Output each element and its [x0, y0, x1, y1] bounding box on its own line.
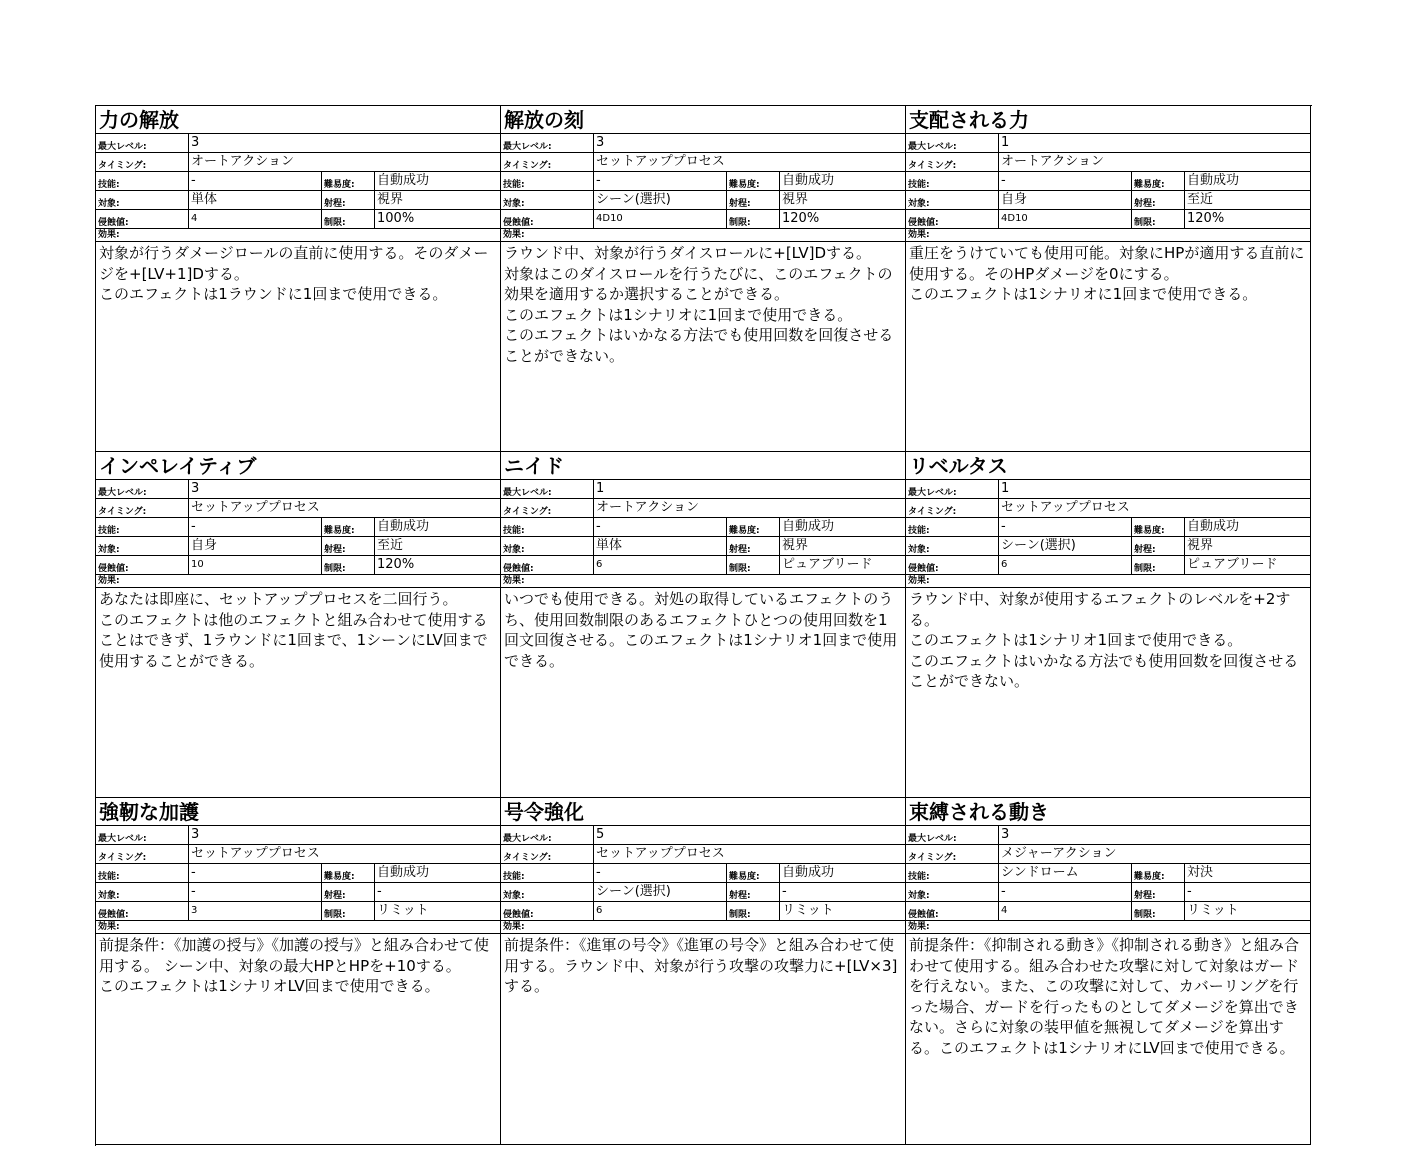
effect-card — [906, 452, 1311, 798]
limit-label: 制限: — [1132, 210, 1185, 228]
erosion-value: 4D10 — [594, 210, 727, 228]
timing-value: メジャーアクション — [1001, 846, 1117, 861]
erosion-row — [96, 556, 500, 575]
effect-title: ニイド — [501, 452, 905, 480]
skill-value: - — [594, 518, 727, 536]
skill-label: 技能: — [501, 172, 594, 190]
skill-value: - — [999, 518, 1132, 536]
target-row — [906, 537, 1310, 556]
erosion-value: 10 — [189, 556, 322, 574]
effect-card — [501, 798, 906, 1145]
difficulty-label: 難易度: — [322, 518, 375, 536]
erosion-value: 4D10 — [999, 210, 1132, 228]
max-level-value: 5 — [596, 827, 605, 842]
timing-row — [501, 499, 905, 518]
erosion-value: 6 — [999, 556, 1132, 574]
erosion-value: 4 — [189, 210, 322, 228]
limit-value: リミット — [377, 903, 429, 918]
timing-row — [906, 153, 1310, 172]
skill-row — [906, 518, 1310, 537]
range-label: 射程: — [727, 191, 780, 209]
effect-title: 力の解放 — [96, 106, 500, 134]
erosion-row — [501, 210, 905, 229]
timing-label: タイミング: — [96, 845, 189, 863]
difficulty-value: 対決 — [1187, 865, 1214, 880]
limit-label: 制限: — [727, 556, 780, 574]
timing-label: タイミング: — [501, 845, 594, 863]
range-label: 射程: — [1132, 191, 1185, 209]
difficulty-label: 難易度: — [727, 172, 780, 190]
max-level-row — [501, 826, 905, 845]
skill-row — [906, 864, 1310, 883]
max-level-label: 最大レベル: — [96, 134, 189, 152]
erosion-label: 侵蝕値: — [906, 556, 999, 574]
timing-label: タイミング: — [906, 845, 999, 863]
erosion-row — [96, 902, 500, 921]
target-label: 対象: — [501, 191, 594, 209]
max-level-label: 最大レベル: — [906, 134, 999, 152]
effect-card — [96, 452, 501, 798]
effect-description: 前提条件：《加護の授与》《加護の授与》と組み合わせて使用する。 シーン中、対象の最大HPとHPを+10する。 このエフェクトは1シナリオLV回まで使用できる。 — [99, 936, 490, 995]
effect-description: 対象が行うダメージロールの直前に使用する。そのダメージを+[LV+1]Dする。 このエフェクトは1ラウンドに1回まで使用できる。 — [99, 244, 489, 303]
target-row — [906, 883, 1310, 902]
range-value: 視界 — [377, 192, 404, 207]
max-level-label: 最大レベル: — [96, 480, 189, 498]
erosion-label: 侵蝕値: — [906, 210, 999, 228]
skill-row — [501, 518, 905, 537]
effect-title: 支配される力 — [906, 106, 1310, 134]
erosion-value: 3 — [189, 902, 322, 920]
difficulty-value: 自動成功 — [1187, 173, 1240, 188]
range-label: 射程: — [322, 191, 375, 209]
erosion-row — [906, 556, 1310, 575]
target-row — [501, 191, 905, 210]
timing-value: セットアッププロセス — [191, 500, 320, 515]
effect-sheet — [95, 105, 1312, 1146]
range-label: 射程: — [322, 537, 375, 555]
max-level-value: 1 — [1001, 481, 1010, 496]
limit-value: リミット — [1187, 903, 1239, 918]
limit-value: 100% — [377, 211, 415, 226]
range-value: 視界 — [782, 192, 809, 207]
limit-label: 制限: — [727, 902, 780, 920]
max-level-label: 最大レベル: — [906, 826, 999, 844]
timing-label: タイミング: — [501, 153, 594, 171]
timing-row — [501, 153, 905, 172]
erosion-row — [501, 902, 905, 921]
limit-value: ピュアブリード — [782, 557, 873, 572]
effect-label: 効果: — [906, 921, 1310, 934]
effect-card — [96, 798, 501, 1145]
limit-label: 制限: — [1132, 902, 1185, 920]
erosion-value: 4 — [999, 902, 1132, 920]
limit-value: 120% — [782, 211, 820, 226]
timing-row — [906, 845, 1310, 864]
skill-value: - — [189, 172, 322, 190]
effect-card — [501, 452, 906, 798]
target-label: 対象: — [906, 537, 999, 555]
max-level-value: 3 — [1001, 827, 1010, 842]
difficulty-label: 難易度: — [1132, 518, 1185, 536]
limit-value: 120% — [1187, 211, 1225, 226]
skill-row — [906, 172, 1310, 191]
skill-row — [96, 172, 500, 191]
erosion-label: 侵蝕値: — [501, 902, 594, 920]
timing-label: タイミング: — [96, 153, 189, 171]
timing-row — [96, 153, 500, 172]
max-level-value: 3 — [191, 481, 200, 496]
difficulty-value: 自動成功 — [782, 173, 835, 188]
max-level-row — [906, 826, 1310, 845]
target-label: 対象: — [96, 191, 189, 209]
difficulty-label: 難易度: — [322, 864, 375, 882]
range-value: - — [782, 884, 787, 899]
effect-label: 効果: — [96, 229, 500, 242]
skill-row — [501, 864, 905, 883]
effect-label: 効果: — [906, 229, 1310, 242]
effect-description: ラウンド中、対象が使用するエフェクトのレベルを+2する。 このエフェクトは1シナリオ1回まで使用できる。 このエフェクトはいかなる方法でも使用回数を回復させることができない。 — [909, 590, 1299, 690]
skill-label: 技能: — [96, 864, 189, 882]
skill-label: 技能: — [96, 518, 189, 536]
timing-value: セットアッププロセス — [191, 846, 320, 861]
max-level-row — [96, 480, 500, 499]
timing-value: オートアクション — [596, 500, 699, 515]
range-label: 射程: — [322, 883, 375, 901]
difficulty-value: 自動成功 — [377, 865, 430, 880]
erosion-label: 侵蝕値: — [96, 210, 189, 228]
difficulty-label: 難易度: — [322, 172, 375, 190]
skill-row — [501, 172, 905, 191]
max-level-label: 最大レベル: — [501, 480, 594, 498]
effect-card — [96, 106, 501, 452]
erosion-label: 侵蝕値: — [906, 902, 999, 920]
target-row — [906, 191, 1310, 210]
timing-value: セットアッププロセス — [596, 846, 725, 861]
effect-description: あなたは即座に、セットアッププロセスを二回行う。 このエフェクトは他のエフェクトと組み合わせて使用することはできず、1ラウンドに1回まで、1シーンにLV回まで使用することができる。 — [99, 590, 488, 670]
effect-title: 束縛される動き — [906, 798, 1310, 826]
effect-label: 効果: — [96, 921, 500, 934]
skill-row — [96, 864, 500, 883]
range-value: - — [377, 884, 382, 899]
target-row — [96, 537, 500, 556]
erosion-row — [906, 902, 1310, 921]
skill-label: 技能: — [501, 518, 594, 536]
target-label: 対象: — [96, 537, 189, 555]
target-value: シーン(選択) — [594, 191, 727, 209]
difficulty-value: 自動成功 — [782, 865, 835, 880]
effect-title: インペレイティブ — [96, 452, 500, 480]
timing-row — [501, 845, 905, 864]
timing-value: オートアクション — [1001, 154, 1104, 169]
effect-label: 効果: — [96, 575, 500, 588]
range-label: 射程: — [727, 537, 780, 555]
timing-row — [906, 499, 1310, 518]
range-value: - — [1187, 884, 1192, 899]
range-value: 視界 — [782, 538, 809, 553]
limit-label: 制限: — [322, 902, 375, 920]
skill-label: 技能: — [906, 864, 999, 882]
erosion-row — [906, 210, 1310, 229]
skill-value: - — [999, 172, 1132, 190]
max-level-row — [96, 826, 500, 845]
difficulty-value: 自動成功 — [377, 173, 430, 188]
effect-description: 前提条件：《進軍の号令》《進軍の号令》と組み合わせて使用する。ラウンド中、対象が行う攻撃の攻撃力に+[LV×3]する。 — [504, 936, 898, 995]
limit-value: 120% — [377, 557, 415, 572]
max-level-value: 3 — [596, 135, 605, 150]
skill-row — [96, 518, 500, 537]
target-value: 単体 — [594, 537, 727, 555]
difficulty-label: 難易度: — [727, 518, 780, 536]
target-row — [501, 883, 905, 902]
target-value: シーン(選択) — [999, 537, 1132, 555]
target-value: 自身 — [999, 191, 1132, 209]
max-level-row — [906, 480, 1310, 499]
effect-label: 効果: — [501, 575, 905, 588]
range-value: 視界 — [1187, 538, 1214, 553]
effect-label: 効果: — [501, 921, 905, 934]
limit-value: ピュアブリード — [1187, 557, 1278, 572]
target-value: - — [999, 883, 1132, 901]
erosion-row — [96, 210, 500, 229]
limit-label: 制限: — [322, 556, 375, 574]
range-label: 射程: — [1132, 537, 1185, 555]
limit-value: リミット — [782, 903, 834, 918]
skill-value: - — [594, 864, 727, 882]
erosion-label: 侵蝕値: — [501, 210, 594, 228]
target-value: シーン(選択) — [594, 883, 727, 901]
target-row — [96, 883, 500, 902]
target-value: 単体 — [189, 191, 322, 209]
max-level-value: 1 — [1001, 135, 1010, 150]
difficulty-label: 難易度: — [1132, 172, 1185, 190]
target-row — [96, 191, 500, 210]
effect-title: リベルタス — [906, 452, 1310, 480]
target-label: 対象: — [906, 883, 999, 901]
effect-title: 強靭な加護 — [96, 798, 500, 826]
max-level-label: 最大レベル: — [96, 826, 189, 844]
target-label: 対象: — [501, 537, 594, 555]
target-label: 対象: — [906, 191, 999, 209]
effect-title: 解放の刻 — [501, 106, 905, 134]
difficulty-value: 自動成功 — [1187, 519, 1240, 534]
difficulty-label: 難易度: — [727, 864, 780, 882]
skill-value: - — [594, 172, 727, 190]
difficulty-value: 自動成功 — [782, 519, 835, 534]
effect-description: 重圧をうけていても使用可能。対象にHPが適用する直前に使用する。そのHPダメージを0にする。 このエフェクトは1シナリオに1回まで使用できる。 — [909, 244, 1305, 303]
skill-value: シンドローム — [999, 864, 1132, 882]
range-value: 至近 — [1187, 192, 1214, 207]
target-value: 自身 — [189, 537, 322, 555]
max-level-value: 3 — [191, 135, 200, 150]
range-value: 至近 — [377, 538, 404, 553]
max-level-row — [96, 134, 500, 153]
limit-label: 制限: — [727, 210, 780, 228]
skill-value: - — [189, 864, 322, 882]
erosion-value: 6 — [594, 556, 727, 574]
skill-label: 技能: — [501, 864, 594, 882]
range-label: 射程: — [727, 883, 780, 901]
target-value: - — [189, 883, 322, 901]
effect-card — [501, 106, 906, 452]
erosion-label: 侵蝕値: — [96, 902, 189, 920]
timing-value: セットアッププロセス — [1001, 500, 1130, 515]
timing-label: タイミング: — [906, 499, 999, 517]
timing-label: タイミング: — [906, 153, 999, 171]
effect-label: 効果: — [906, 575, 1310, 588]
difficulty-value: 自動成功 — [377, 519, 430, 534]
range-label: 射程: — [1132, 883, 1185, 901]
timing-row — [96, 499, 500, 518]
skill-label: 技能: — [906, 172, 999, 190]
timing-value: セットアッププロセス — [596, 154, 725, 169]
max-level-row — [906, 134, 1310, 153]
difficulty-label: 難易度: — [1132, 864, 1185, 882]
effect-description: ラウンド中、対象が行うダイスロールに+[LV]Dする。 対象はこのダイスロールを行うたびに、このエフェクトの効果を適用するか選択することができる。 このエフェクトは1シナリオに1回まで使用できる。 このエフェクトはいかなる方法でも使用回数を回復させることができない。 — [504, 244, 894, 365]
max-level-value: 1 — [596, 481, 605, 496]
erosion-label: 侵蝕値: — [501, 556, 594, 574]
max-level-label: 最大レベル: — [501, 826, 594, 844]
erosion-row — [501, 556, 905, 575]
effect-card — [906, 106, 1311, 452]
effect-label: 効果: — [501, 229, 905, 242]
target-label: 対象: — [501, 883, 594, 901]
timing-row — [96, 845, 500, 864]
effect-title: 号令強化 — [501, 798, 905, 826]
timing-label: タイミング: — [96, 499, 189, 517]
limit-label: 制限: — [322, 210, 375, 228]
skill-value: - — [189, 518, 322, 536]
effect-card — [906, 798, 1311, 1145]
target-label: 対象: — [96, 883, 189, 901]
limit-label: 制限: — [1132, 556, 1185, 574]
effect-description: いつでも使用できる。対処の取得しているエフェクトのうち、使用回数制限のあるエフェクトひとつの使用回数を1回文回復させる。このエフェクトは1シナリオ1回まで使用できる。 — [504, 590, 898, 670]
target-row — [501, 537, 905, 556]
timing-value: オートアクション — [191, 154, 294, 169]
skill-label: 技能: — [906, 518, 999, 536]
erosion-value: 6 — [594, 902, 727, 920]
max-level-row — [501, 134, 905, 153]
max-level-label: 最大レベル: — [906, 480, 999, 498]
max-level-row — [501, 480, 905, 499]
timing-label: タイミング: — [501, 499, 594, 517]
max-level-label: 最大レベル: — [501, 134, 594, 152]
skill-label: 技能: — [96, 172, 189, 190]
effect-description: 前提条件：《抑制される動き》《抑制される動き》と組み合わせて使用する。組み合わせた攻撃に対して対象はガードを行えない。また、この攻撃に対して、カバーリングを行った場合、ガードを行ったものとしてダメージを算出できない。さらに対象の装甲値を無視してダメージを算出する。このエフェクトは1シナリオにLV回まで使用できる。 — [909, 936, 1300, 1057]
max-level-value: 3 — [191, 827, 200, 842]
erosion-label: 侵蝕値: — [96, 556, 189, 574]
